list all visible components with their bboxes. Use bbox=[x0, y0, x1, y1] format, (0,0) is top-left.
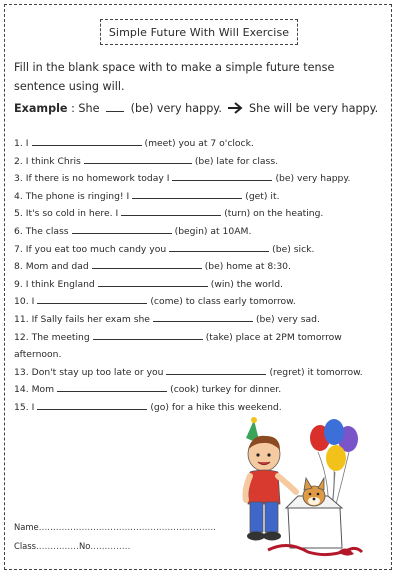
name-dots: .............................................................. bbox=[38, 522, 217, 532]
exercise-item-2: 2. I think Chris (be) late for class. bbox=[14, 155, 279, 167]
answer-blank[interactable] bbox=[153, 312, 253, 322]
instructions: Fill in the blank space with to make a simple future tense sentence using will. bbox=[14, 61, 335, 93]
exercise-item-4: 4. The phone is ringing! I (get) it. bbox=[14, 190, 280, 202]
number-label: No bbox=[78, 541, 91, 551]
name-label: Name bbox=[14, 522, 39, 532]
answer-blank[interactable] bbox=[121, 206, 221, 216]
exercise-item-10: 10. I (come) to class early tomorrow. bbox=[14, 296, 296, 308]
example-colon: : bbox=[71, 102, 75, 115]
exercise-item-15: 15. I (go) for a hike this weekend. bbox=[14, 401, 282, 413]
exercise-item-12-continuation: afternoon. bbox=[14, 349, 62, 361]
exercise-item-8: 8. Mom and dad (be) home at 8:30. bbox=[14, 261, 291, 273]
yellow-balloon-icon bbox=[326, 445, 346, 471]
example-line bbox=[14, 101, 394, 115]
answer-blank[interactable] bbox=[72, 224, 172, 234]
exercise-item-14: 14. Mom (cook) turkey for dinner. bbox=[14, 384, 282, 396]
title-text: Simple Future With Will Exercise bbox=[108, 25, 290, 39]
exercise-item-11: 11. If Sally fails her exam she (be) very sad. bbox=[14, 313, 320, 325]
answer-blank[interactable] bbox=[132, 189, 242, 199]
boy-with-dog-gift-illustration bbox=[238, 412, 368, 560]
answer-blank[interactable] bbox=[92, 259, 202, 269]
class-label: Class bbox=[14, 541, 37, 551]
worksheet-title bbox=[100, 19, 298, 45]
exercise-item-12: 12. The meeting (take) place at 2PM tomorrow bbox=[14, 331, 342, 343]
answer-blank[interactable] bbox=[93, 330, 203, 340]
answer-blank[interactable] bbox=[32, 136, 142, 146]
name-field[interactable] bbox=[14, 522, 216, 532]
exercise-item-6: 6. The class (begin) at 10AM. bbox=[14, 225, 252, 237]
answer-blank[interactable] bbox=[57, 382, 167, 392]
example-blank bbox=[106, 102, 124, 112]
class-number-field[interactable] bbox=[14, 541, 130, 551]
exercise-item-9: 9. I think England (win) the world. bbox=[14, 278, 283, 290]
number-dots: .............. bbox=[90, 541, 131, 551]
answer-blank[interactable] bbox=[37, 294, 147, 304]
exercise-item-7: 7. If you eat too much candy you (be) sick. bbox=[14, 243, 315, 255]
exercise-item-13: 13. Don't stay up too late or you (regret) it tomorrow. bbox=[14, 366, 363, 378]
answer-blank[interactable] bbox=[169, 242, 269, 252]
answer-blank[interactable] bbox=[98, 277, 208, 287]
blue-balloon-icon bbox=[324, 419, 344, 445]
example-answer: She will be very happy. bbox=[249, 102, 379, 115]
exercise-item-1: 1. I (meet) you at 7 o'clock. bbox=[14, 138, 254, 149]
right-arrow-icon bbox=[227, 101, 243, 115]
answer-blank[interactable] bbox=[37, 400, 147, 410]
answer-blank[interactable] bbox=[84, 154, 192, 164]
answer-blank[interactable] bbox=[172, 171, 272, 181]
example-after-blank: (be) very happy. bbox=[130, 102, 222, 115]
example-label: Example bbox=[14, 102, 68, 115]
answer-blank[interactable] bbox=[166, 365, 266, 375]
example-before-blank: She bbox=[78, 102, 100, 115]
exercise-item-3: 3. If there is no homework today I (be) very happy. bbox=[14, 173, 351, 185]
class-dots: ............... bbox=[36, 541, 79, 551]
exercise-list bbox=[14, 135, 390, 417]
exercise-item-5: 5. It's so cold in here. I (turn) on the heating. bbox=[14, 208, 324, 220]
